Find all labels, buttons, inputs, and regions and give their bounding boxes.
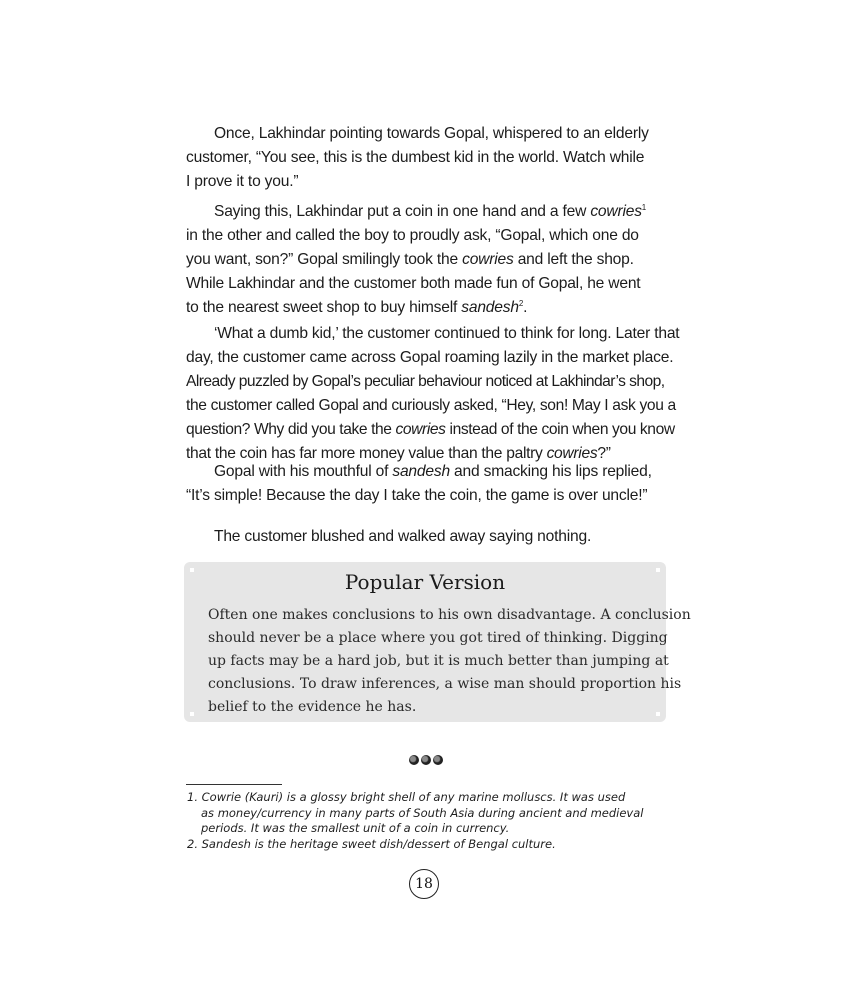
para3-line2: day, the customer came across Gopal roaming lazily in the market place. bbox=[186, 349, 674, 366]
popular-version-box bbox=[184, 562, 691, 722]
ornament-dot bbox=[433, 755, 443, 765]
paragraph-2 bbox=[186, 200, 664, 320]
moral-line: Often one makes conclusions to his own disadvantage. A conclusion bbox=[208, 607, 691, 623]
para3-text: question? Why did you take the bbox=[186, 421, 396, 438]
footnote-divider bbox=[186, 784, 282, 785]
paragraph-4 bbox=[186, 460, 664, 508]
moral-line: conclusions. To draw inferences, a wise man should proportion his bbox=[208, 676, 682, 692]
paragraph-3 bbox=[186, 322, 680, 466]
popular-version-text bbox=[208, 604, 691, 719]
para2-line5 bbox=[186, 296, 664, 320]
para4-line1 bbox=[186, 460, 664, 484]
para2-line1 bbox=[186, 200, 664, 224]
para5-line1: The customer blushed and walked away saying nothing. bbox=[214, 528, 592, 545]
para2-text: you want, son?” Gopal smilingly took the bbox=[186, 251, 463, 268]
para2-text: and left the shop. bbox=[513, 251, 634, 268]
para4-text: and smacking his lips replied, bbox=[449, 463, 652, 480]
ornament-dot bbox=[409, 755, 419, 765]
para3-line4: the customer called Gopal and curiously asked, “Hey, son! May I ask you a bbox=[186, 397, 676, 414]
footnote-1-continued: as money/currency in many parts of South Asia during ancient and medieval bbox=[201, 805, 644, 820]
para3-text: ?” bbox=[597, 445, 611, 462]
para3-text: instead of the coin when you know bbox=[445, 421, 675, 438]
italic-term-cowries: cowries bbox=[590, 203, 642, 220]
box-corner-dot bbox=[190, 712, 194, 716]
footnote-ref-1: 1 bbox=[641, 203, 647, 212]
para3-line5 bbox=[186, 418, 675, 442]
para2-line3 bbox=[186, 248, 664, 272]
footnote-1-continued: periods. It was the smallest unit of a coin in currency. bbox=[201, 821, 510, 835]
italic-term-sandesh: sandesh bbox=[392, 463, 450, 480]
italic-term-cowries: cowries bbox=[395, 421, 446, 438]
para1-line3: I prove it to you.” bbox=[186, 173, 299, 190]
footnote-ref-2: 2 bbox=[518, 299, 524, 308]
moral-line: up facts may be a hard job, but it is much better than jumping at bbox=[208, 653, 669, 669]
para4-line2: “It’s simple! Because the day I take the coin, the game is over uncle!” bbox=[186, 487, 648, 504]
footnotes bbox=[187, 790, 667, 852]
para3-line1: ‘What a dumb kid,’ the customer continued to think for long. Later that bbox=[214, 325, 680, 342]
page-number: 18 bbox=[409, 869, 439, 899]
para1-line2: customer, “You see, this is the dumbest kid in the world. Watch while bbox=[186, 149, 645, 166]
footnote-1: 1. Cowrie (Kauri) is a glossy bright shell of any marine molluscs. It was used bbox=[187, 790, 626, 804]
paragraph-1 bbox=[186, 122, 664, 194]
italic-term-cowries: cowries bbox=[546, 445, 598, 462]
moral-line: should never be a place where you got tired of thinking. Digging bbox=[208, 630, 668, 646]
moral-line: belief to the evidence he has. bbox=[208, 699, 417, 715]
section-ornament-icon bbox=[409, 754, 443, 766]
italic-term-cowries: cowries bbox=[462, 251, 514, 268]
para3-line3: Already puzzled by Gopal’s peculiar behaviour noticed at Lakhindar’s shop, bbox=[186, 373, 665, 390]
box-corner-dot bbox=[656, 712, 660, 716]
para4-text: Gopal with his mouthful of bbox=[214, 463, 393, 480]
para1-line1: Once, Lakhindar pointing towards Gopal, whispered to an elderly bbox=[214, 125, 649, 142]
italic-term-sandesh: sandesh bbox=[461, 299, 519, 316]
para2-line2: in the other and called the boy to proudly ask, “Gopal, which one do bbox=[186, 227, 639, 244]
para3-text: that the coin has far more money value than the paltry bbox=[186, 445, 547, 462]
para2-text: to the nearest sweet shop to buy himself bbox=[186, 299, 462, 316]
popular-version-title: Popular Version bbox=[344, 570, 506, 594]
para2-text: . bbox=[523, 299, 528, 316]
footnote-2: 2. Sandesh is the heritage sweet dish/dessert of Bengal culture. bbox=[187, 836, 556, 851]
para2-text: Saying this, Lakhindar put a coin in one hand and a few bbox=[214, 203, 591, 220]
para2-line4: While Lakhindar and the customer both made fun of Gopal, he went bbox=[186, 275, 641, 292]
paragraph-5 bbox=[186, 525, 664, 549]
ornament-dot bbox=[421, 755, 431, 765]
